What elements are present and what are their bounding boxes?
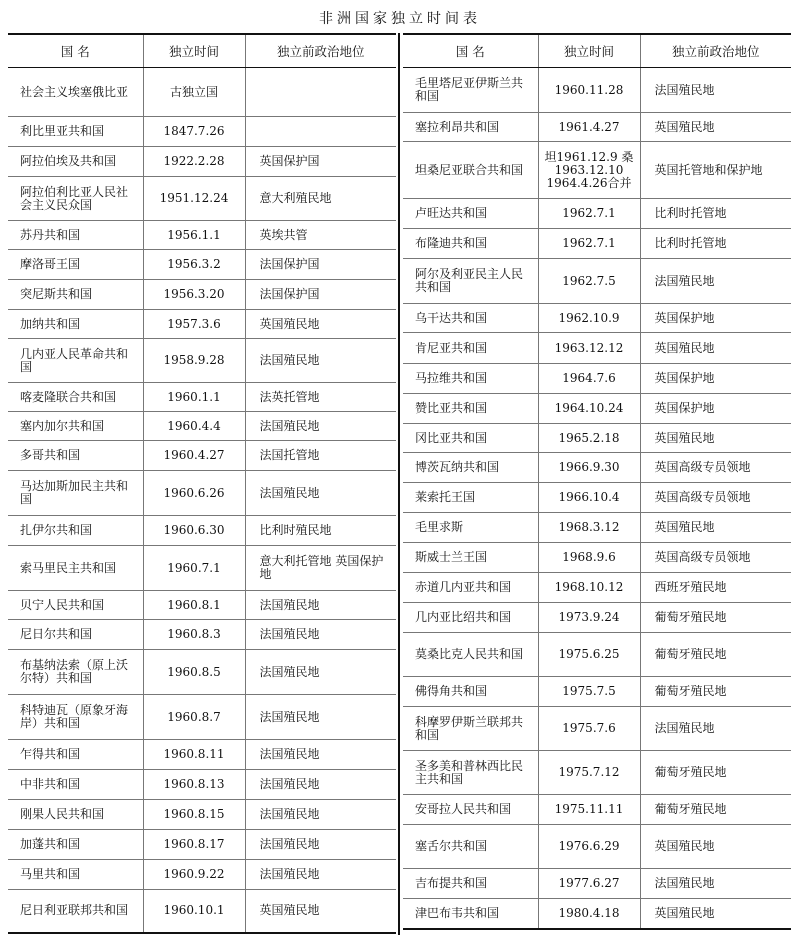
independence-date: 1961.4.27 [538,113,640,142]
table-row [8,441,396,471]
prior-status: 法国殖民地 [245,695,396,740]
table-row [8,800,396,830]
table-row [403,229,791,259]
country-name: 塞拉利昂共和国 [403,113,538,142]
prior-status: 葡萄牙殖民地 [640,751,791,795]
country-name: 吉布提共和国 [403,869,538,899]
country-name: 社会主义埃塞俄比亚 [8,68,143,117]
header-date: 独立时间 [538,34,640,68]
country-name: 科摩罗伊斯兰联邦共和国 [403,707,538,751]
country-name: 安哥拉人民共和国 [403,795,538,825]
table-row [403,543,791,573]
prior-status: 法国殖民地 [245,620,396,650]
independence-date: 1957.3.6 [143,310,245,339]
independence-date: 1958.9.28 [143,339,245,383]
table-row [403,424,791,453]
independence-date: 1960.8.5 [143,650,245,695]
table-row [8,339,396,383]
country-name: 塞内加尔共和国 [8,412,143,441]
left-table [8,33,396,934]
table-row [403,677,791,707]
independence-date: 1960.8.17 [143,830,245,860]
prior-status: 法国殖民地 [640,869,791,899]
independence-date: 1960.8.11 [143,740,245,770]
table-row [8,221,396,250]
independence-date: 1968.9.6 [538,543,640,573]
independence-date: 1960.8.1 [143,591,245,620]
country-name: 乌干达共和国 [403,304,538,333]
country-name: 毛里求斯 [403,513,538,543]
table-header-row [8,34,396,68]
prior-status: 葡萄牙殖民地 [640,603,791,633]
country-name: 坦桑尼亚联合共和国 [403,142,538,199]
country-name: 加纳共和国 [8,310,143,339]
country-name: 摩洛哥王国 [8,250,143,280]
table-row [8,383,396,412]
prior-status: 法国殖民地 [245,830,396,860]
country-name: 几内亚比绍共和国 [403,603,538,633]
prior-status: 西班牙殖民地 [640,573,791,603]
table-row [8,68,396,117]
independence-date: 1956.3.20 [143,280,245,310]
independence-date: 1960.11.28 [538,68,640,113]
independence-date: 1968.10.12 [538,573,640,603]
country-name: 肯尼亚共和国 [403,333,538,364]
table-row [403,364,791,394]
country-name: 阿拉伯埃及共和国 [8,147,143,177]
independence-date: 1977.6.27 [538,869,640,899]
country-name: 利比里亚共和国 [8,117,143,147]
country-name: 阿尔及利亚民主人民共和国 [403,259,538,304]
table-row [403,707,791,751]
independence-date: 1960.4.27 [143,441,245,471]
prior-status: 英国保护地 [640,394,791,424]
header-name: 国 名 [403,34,538,68]
country-name: 刚果人民共和国 [8,800,143,830]
prior-status: 法英托管地 [245,383,396,412]
country-name: 赞比亚共和国 [403,394,538,424]
independence-date: 1960.9.22 [143,860,245,890]
independence-date: 1960.8.7 [143,695,245,740]
independence-date: 坦1961.12.9 桑1963.12.10 1964.4.26合并 [538,142,640,199]
country-name: 多哥共和国 [8,441,143,471]
prior-status: 英国高级专员领地 [640,453,791,483]
country-name: 津巴布韦共和国 [403,899,538,929]
independence-date: 1964.10.24 [538,394,640,424]
table-row [8,412,396,441]
prior-status: 法国殖民地 [245,800,396,830]
table-row [403,751,791,795]
table-row [8,516,396,546]
prior-status: 英国殖民地 [640,333,791,364]
prior-status: 法国殖民地 [245,591,396,620]
prior-status: 法国保护国 [245,250,396,280]
prior-status: 英国殖民地 [640,513,791,543]
country-name: 尼日利亚联邦共和国 [8,890,143,933]
country-name: 扎伊尔共和国 [8,516,143,546]
table-row [8,830,396,860]
independence-date: 1968.3.12 [538,513,640,543]
prior-status: 英国保护地 [640,304,791,333]
prior-status: 英国殖民地 [640,113,791,142]
independence-date: 1956.1.1 [143,221,245,250]
independence-date: 1960.8.15 [143,800,245,830]
independence-date: 1962.7.5 [538,259,640,304]
prior-status: 意大利托管地 英国保护地 [245,546,396,591]
table-row [8,695,396,740]
prior-status: 英国保护地 [640,364,791,394]
country-name: 布基纳法索（原上沃尔特）共和国 [8,650,143,695]
independence-date: 1975.7.6 [538,707,640,751]
independence-date: 1975.6.25 [538,633,640,677]
country-name: 科特迪瓦（原象牙海岸）共和国 [8,695,143,740]
prior-status: 法国托管地 [245,441,396,471]
country-name: 圣多美和普林西比民主共和国 [403,751,538,795]
independence-date: 1960.8.3 [143,620,245,650]
independence-date: 1966.10.4 [538,483,640,513]
prior-status: 葡萄牙殖民地 [640,677,791,707]
country-name: 加蓬共和国 [8,830,143,860]
country-name: 马达加斯加民主共和国 [8,471,143,516]
prior-status: 英国殖民地 [245,890,396,933]
prior-status: 比利时托管地 [640,199,791,229]
table-row [403,453,791,483]
independence-date: 1960.10.1 [143,890,245,933]
prior-status: 比利时殖民地 [245,516,396,546]
country-name: 苏丹共和国 [8,221,143,250]
prior-status: 英国殖民地 [245,310,396,339]
country-name: 佛得角共和国 [403,677,538,707]
country-name: 斯威士兰王国 [403,543,538,573]
country-name: 塞舌尔共和国 [403,825,538,869]
country-name: 几内亚人民革命共和国 [8,339,143,383]
independence-date: 1975.7.5 [538,677,640,707]
country-name: 冈比亚共和国 [403,424,538,453]
prior-status [245,117,396,147]
independence-date: 1964.7.6 [538,364,640,394]
independence-date: 1976.6.29 [538,825,640,869]
independence-date: 1966.9.30 [538,453,640,483]
table-row [403,795,791,825]
independence-date: 古独立国 [143,68,245,117]
independence-date: 1847.7.26 [143,117,245,147]
prior-status: 英埃共管 [245,221,396,250]
table-row [8,280,396,310]
table-row [403,142,791,199]
table-row [8,310,396,339]
country-name: 索马里民主共和国 [8,546,143,591]
country-name: 布隆迪共和国 [403,229,538,259]
table-row [403,899,791,929]
independence-date: 1962.7.1 [538,229,640,259]
prior-status: 法国保护国 [245,280,396,310]
prior-status [245,68,396,117]
prior-status: 葡萄牙殖民地 [640,633,791,677]
independence-date: 1963.12.12 [538,333,640,364]
table-row [403,68,791,113]
table-row [403,259,791,304]
table-row [8,546,396,591]
table-row [403,483,791,513]
country-name: 卢旺达共和国 [403,199,538,229]
table-row [8,177,396,221]
independence-date: 1975.11.11 [538,795,640,825]
independence-date: 1956.3.2 [143,250,245,280]
prior-status: 葡萄牙殖民地 [640,795,791,825]
country-name: 中非共和国 [8,770,143,800]
header-status: 独立前政治地位 [245,34,396,68]
prior-status: 法国殖民地 [245,740,396,770]
independence-date: 1960.4.4 [143,412,245,441]
country-name: 乍得共和国 [8,740,143,770]
prior-status: 法国殖民地 [640,707,791,751]
independence-date: 1975.7.12 [538,751,640,795]
country-name: 莱索托王国 [403,483,538,513]
column-divider [398,33,400,935]
prior-status: 法国殖民地 [245,471,396,516]
table-row [8,471,396,516]
country-name: 贝宁人民共和国 [8,591,143,620]
table-row [8,250,396,280]
independence-date: 1973.9.24 [538,603,640,633]
independence-date: 1960.7.1 [143,546,245,591]
prior-status: 法国殖民地 [245,412,396,441]
prior-status: 比利时托管地 [640,229,791,259]
table-row [8,890,396,933]
table-row [8,770,396,800]
table-row [8,650,396,695]
table-row [403,199,791,229]
table-row [403,304,791,333]
independence-date: 1960.6.30 [143,516,245,546]
table-row [403,333,791,364]
independence-date: 1960.1.1 [143,383,245,412]
prior-status: 法国殖民地 [640,259,791,304]
prior-status: 英国保护国 [245,147,396,177]
table-row [403,113,791,142]
prior-status: 英国殖民地 [640,424,791,453]
country-name: 尼日尔共和国 [8,620,143,650]
table-row [8,591,396,620]
prior-status: 意大利殖民地 [245,177,396,221]
table-row [403,633,791,677]
header-status: 独立前政治地位 [640,34,791,68]
prior-status: 英国殖民地 [640,899,791,929]
header-name: 国 名 [8,34,143,68]
independence-date: 1980.4.18 [538,899,640,929]
independence-date: 1951.12.24 [143,177,245,221]
table-row [403,573,791,603]
independence-date: 1962.10.9 [538,304,640,333]
page-title: 非洲国家独立时间表 [319,11,481,27]
table-row [8,860,396,890]
country-name: 赤道几内亚共和国 [403,573,538,603]
country-name: 喀麦隆联合共和国 [8,383,143,412]
table-header-row [403,34,791,68]
independence-date: 1922.2.28 [143,147,245,177]
prior-status: 法国殖民地 [245,770,396,800]
independence-date: 1960.8.13 [143,770,245,800]
header-date: 独立时间 [143,34,245,68]
prior-status: 法国殖民地 [640,68,791,113]
table-row [8,147,396,177]
independence-date: 1965.2.18 [538,424,640,453]
table-row [8,740,396,770]
table-row [403,825,791,869]
table-row [403,603,791,633]
independence-date: 1962.7.1 [538,199,640,229]
prior-status: 英国高级专员领地 [640,483,791,513]
right-table [403,33,791,930]
country-name: 马拉维共和国 [403,364,538,394]
country-name: 莫桑比克人民共和国 [403,633,538,677]
country-name: 突尼斯共和国 [8,280,143,310]
prior-status: 法国殖民地 [245,860,396,890]
table-row [8,620,396,650]
prior-status: 英国高级专员领地 [640,543,791,573]
table-row [403,869,791,899]
country-name: 博茨瓦纳共和国 [403,453,538,483]
country-name: 马里共和国 [8,860,143,890]
prior-status: 英国殖民地 [640,825,791,869]
table-row [403,394,791,424]
table-row [8,117,396,147]
prior-status: 英国托管地和保护地 [640,142,791,199]
country-name: 毛里塔尼亚伊斯兰共和国 [403,68,538,113]
prior-status: 法国殖民地 [245,650,396,695]
independence-date: 1960.6.26 [143,471,245,516]
table-row [403,513,791,543]
prior-status: 法国殖民地 [245,339,396,383]
country-name: 阿拉伯利比亚人民社会主义民众国 [8,177,143,221]
